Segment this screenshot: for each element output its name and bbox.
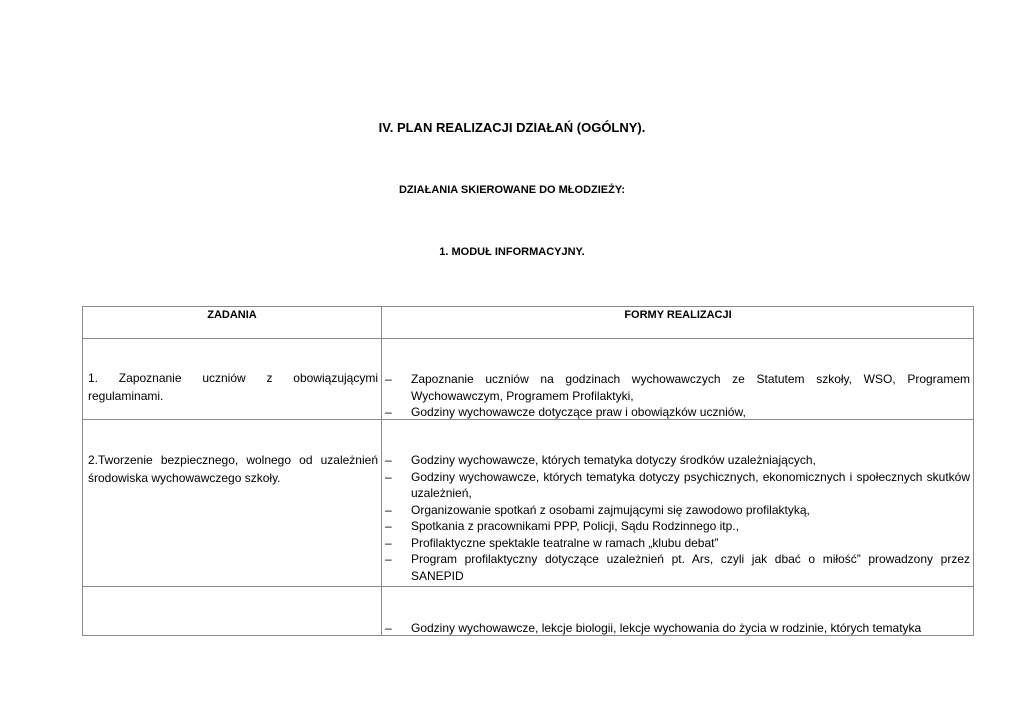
list-item [385, 518, 970, 535]
dash-bullet-icon: – [385, 453, 392, 467]
forms-list-1 [385, 371, 970, 421]
row-divider [83, 338, 973, 339]
form-text: Zapoznanie uczniów na godzinach wychowawczych ze Statutem szkoły, WSO, Programem Wychowawczym, Programem Profilaktyki, [411, 372, 970, 403]
list-item [385, 551, 970, 584]
document-title: IV. PLAN REALIZACJI DZIAŁAŃ (OGÓLNY). [378, 120, 646, 135]
header-tasks: ZADANIA [207, 309, 257, 321]
section-subtitle: DZIAŁANIA SKIEROWANE DO MŁODZIEŻY: [398, 184, 626, 196]
dash-bullet-icon: – [385, 621, 392, 635]
dash-bullet-icon: – [385, 469, 392, 484]
dash-bullet-icon: – [385, 372, 392, 386]
task-text: regulaminami. [88, 389, 164, 403]
header-forms: FORMY REALIZACJI [624, 309, 732, 321]
form-text: Godziny wychowawcze, których tematyka dotyczy środków uzależniających, [411, 453, 816, 467]
form-text: Godziny wychowawcze, lekcje biologii, lekcje wychowania do życia w rodzinie, których tematyka [411, 621, 922, 635]
list-item [385, 502, 970, 519]
task-cell-2 [88, 451, 378, 487]
form-text: Godziny wychowawcze dotyczące praw i obowiązków uczniów, [411, 405, 746, 419]
form-text: Profilaktyczne spektakle teatralne w ramach „klubu debat” [411, 535, 719, 550]
task-text: środowiska wychowawczego szkoły. [88, 471, 281, 485]
dash-bullet-icon: – [385, 519, 392, 533]
dash-bullet-icon: – [385, 552, 392, 566]
task-text: 2.Tworzenie bezpiecznego, wolnego od uzależnień [88, 453, 378, 467]
dash-bullet-icon: – [385, 405, 392, 419]
plan-table [82, 306, 974, 636]
list-item [385, 469, 970, 502]
list-item [385, 404, 970, 421]
row-divider [83, 586, 973, 587]
form-text: Godziny wychowawcze, których tematyka dotyczy psychicznych, ekonomicznych i społecznych skutków uzależnień, [411, 469, 970, 500]
list-item [385, 452, 970, 469]
form-text: Organizowanie spotkań z osobami zajmującymi się zawodowo profilaktyką, [411, 502, 810, 517]
list-item [385, 620, 970, 636]
dash-bullet-icon: – [385, 502, 392, 517]
forms-list-2 [385, 452, 970, 584]
form-text: Program profilaktyczny dotyczące uzależnień pt. Ars, czyli jak dbać o miłość” prowadzony przez SANEPID [411, 552, 970, 583]
module-heading: 1. MODUŁ INFORMACYJNY. [439, 246, 585, 258]
forms-list-3 [385, 620, 970, 636]
list-item [385, 535, 970, 552]
list-item [385, 371, 970, 404]
task-cell-1 [88, 369, 378, 405]
form-text: Spotkania z pracownikami PPP, Policji, Sądu Rodzinnego itp., [411, 519, 739, 533]
task-text: 1. Zapoznanie uczniów z obowiązującymi [88, 371, 378, 385]
dash-bullet-icon: – [385, 535, 392, 550]
